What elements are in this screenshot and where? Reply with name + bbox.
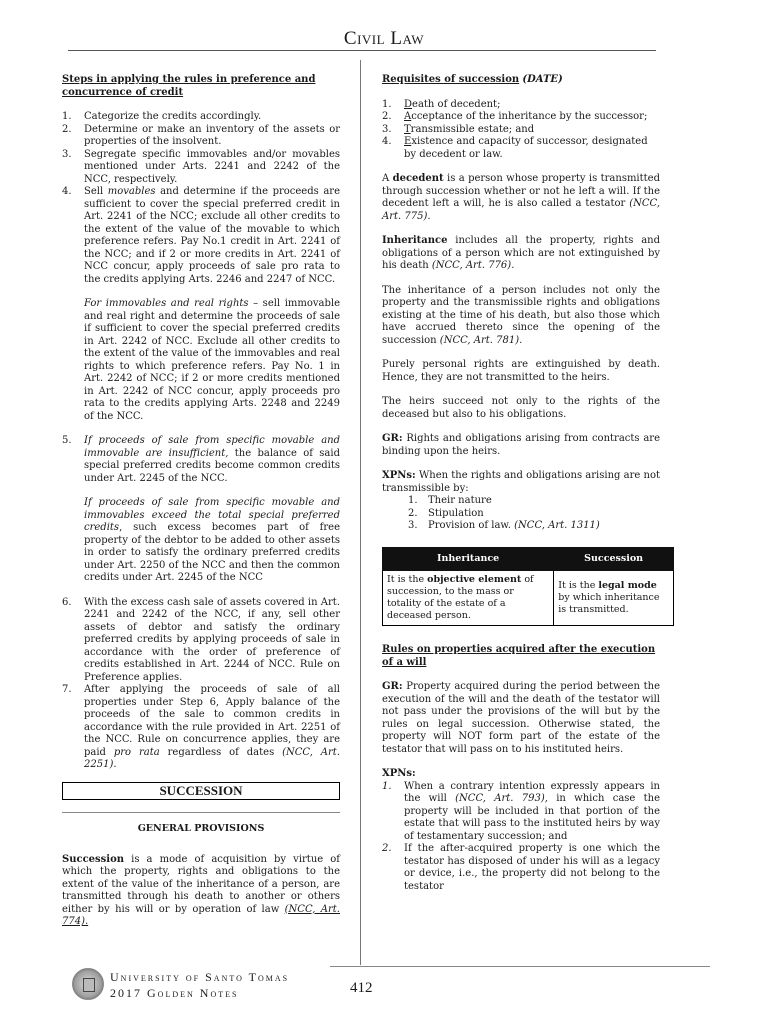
list-item bbox=[62, 186, 340, 423]
subsection-title: GENERAL PROVISIONS bbox=[137, 823, 265, 834]
heading-emphasis: (DATE) bbox=[522, 74, 563, 85]
list-number: 1. bbox=[382, 780, 392, 792]
list-item bbox=[382, 111, 660, 124]
list-number: 5. bbox=[62, 435, 72, 446]
list-number: 1. bbox=[62, 111, 72, 122]
text: of succession, to the mass or totality of the estate of a deceased person. bbox=[387, 574, 534, 621]
list-item bbox=[382, 843, 660, 893]
list-item bbox=[62, 111, 340, 124]
exceptions-list bbox=[382, 495, 660, 533]
acronym-letter: D bbox=[404, 98, 413, 110]
list-item bbox=[382, 781, 660, 844]
exceptions2-label: XPNs: bbox=[382, 768, 416, 779]
decedent-paragraph bbox=[382, 173, 660, 223]
page-number: 412 bbox=[350, 980, 373, 996]
item-text: Provision of law. bbox=[428, 520, 515, 531]
item-text: Stipulation bbox=[428, 507, 484, 519]
list-number: 1. bbox=[408, 495, 418, 506]
text: It is the bbox=[387, 574, 428, 585]
steps-list bbox=[62, 111, 340, 772]
term: Succession bbox=[62, 853, 125, 865]
item-text: in which case the property will be included in that portion of the estate that will pass to the instituted heirs by way of testamentary succession; and bbox=[404, 793, 661, 842]
footer-rule bbox=[330, 966, 710, 967]
sub-text: – sell immovable and real right and determine the proceeds of sale if sufficient to cover the special preferred credits in Art. 2242 of NCC. Exclude all other credits to the extent of the value of the immovables and real rights to which preference refers. Pay No. 1 in Art. 2242 of NCC; if 2 or more credits mentioned in Art. 2242 of NCC concur, apply proceeds pro rata to the credits applying Arts. 2248 and 2249 of the NCC. bbox=[84, 298, 341, 422]
item-text: eath of decedent; bbox=[412, 98, 501, 110]
item-text: xistence and capacity of successor, designated by decedent or law. bbox=[404, 136, 648, 160]
sub-emphasis: If proceeds of sale from specific movable and immovables exceed the total special preferred credits bbox=[84, 497, 340, 533]
list-item bbox=[408, 495, 660, 508]
list-item bbox=[62, 149, 340, 187]
item-text: When a contrary intention expressly appears in the will bbox=[404, 780, 660, 804]
emphasis: objective element bbox=[427, 574, 522, 585]
table-row bbox=[383, 571, 674, 626]
list-number: 4. bbox=[62, 186, 72, 197]
list-number: 2. bbox=[62, 123, 72, 135]
label: GR: bbox=[382, 681, 403, 692]
step-text: Categorize the credits accordingly. bbox=[84, 111, 262, 122]
list-number: 3. bbox=[408, 520, 418, 531]
comparison-table bbox=[382, 547, 674, 627]
university-seal-icon bbox=[72, 968, 104, 1000]
step-text: After applying the proceeds of sale of all properties under Step 6, Apply balance of the proceeds of the sale to common credits in accordance with the rule provided in Art. 2251 of the NCC. Rule on concurrence applies, they are paid bbox=[84, 684, 340, 758]
text: Rights and obligations arising from contracts are binding upon the heirs. bbox=[382, 433, 660, 457]
item-text: cceptance of the inheritance by the successor; bbox=[411, 111, 648, 122]
term: decedent bbox=[392, 173, 444, 184]
list-number: 6. bbox=[62, 596, 72, 608]
text: Property acquired during the period between the execution of the will and the death of the testator will not pass under the provisions of the will but by the rules on legal succession. Otherwise stated, the property will NOT form part of the estate of the testator that will pass on to his instituted heirs. bbox=[382, 681, 660, 755]
list-item bbox=[408, 520, 660, 533]
list-item bbox=[62, 597, 340, 685]
sub-text: , such excess becomes part of free property of the debtor to be added to other assets in order to satisfy the ordinary preferred credits under Art. 2250 of the NCC and then the common credits under Art. 2245 of the NCC bbox=[84, 522, 340, 583]
section-rule bbox=[62, 812, 340, 813]
text: by which inheritance is transmitted. bbox=[558, 592, 660, 615]
succession-definition bbox=[62, 854, 340, 929]
step-text-pre: Sell bbox=[84, 186, 108, 197]
list-number: 2. bbox=[382, 111, 392, 122]
list-item bbox=[382, 136, 660, 161]
step-text: Segregate specific immovables and/or movables mentioned under Arts. 2241 and 2242 of the NCC, respectively. bbox=[84, 148, 340, 185]
requisites-heading bbox=[382, 74, 660, 87]
acronym-letter: E bbox=[404, 136, 412, 147]
personal-rights-paragraph: Purely personal rights are extinguished by death. Hence, they are not transmitted to the heirs. bbox=[382, 359, 660, 383]
spacer bbox=[62, 423, 340, 435]
list-item bbox=[62, 435, 340, 585]
list-number: 1. bbox=[382, 98, 392, 110]
right-column bbox=[382, 74, 660, 893]
page-title: Civil Law bbox=[343, 28, 425, 49]
step-text: regardless of dates bbox=[159, 746, 283, 758]
emphasis: legal mode bbox=[598, 580, 657, 591]
step-emphasis: pro rata bbox=[113, 746, 160, 758]
section-title-box: SUCCESSION bbox=[62, 782, 340, 801]
list-item bbox=[408, 508, 660, 521]
list-item bbox=[382, 99, 660, 112]
table-cell-succession bbox=[554, 571, 674, 626]
citation: (NCC, Art. 2251). bbox=[84, 746, 341, 770]
general-rule-paragraph bbox=[382, 433, 660, 458]
footer-university: University of Santo Tomas bbox=[110, 970, 290, 984]
column-divider bbox=[360, 60, 361, 965]
heading-text: Requisites of succession bbox=[382, 74, 520, 85]
left-column bbox=[62, 74, 340, 941]
step-text: the balance of said special preferred credits become common credits under Art. 2245 of the NCC. bbox=[84, 447, 340, 484]
label: GR: bbox=[382, 433, 403, 444]
item-text: ransmissible estate; and bbox=[410, 123, 535, 135]
sub-emphasis: For immovables and real rights bbox=[84, 298, 249, 309]
step-sub-paragraph bbox=[84, 298, 340, 423]
citation: (NCC, Art. 1311) bbox=[514, 520, 600, 531]
after-acquired-rule bbox=[382, 681, 660, 756]
step-sub-paragraph bbox=[84, 497, 340, 585]
step-emphasis: If proceeds of sale from specific movable and immovable are insufficient, bbox=[84, 435, 340, 459]
table-header-succession: Succession bbox=[554, 547, 674, 571]
text: The inheritance of a person includes not only the property and the transmissible rights and obligations existing at the time of his death, but also those which have accrued thereto since the opening of the succession bbox=[382, 284, 660, 346]
item-text: If the after-acquired property is one which the testator has disposed of under his will as a legacy or device, i.e., the property did not belong to the testator bbox=[404, 843, 660, 892]
step-text: Determine or make an inventory of the assets or properties of the insolvent. bbox=[84, 123, 340, 147]
rules-heading: Rules on properties acquired after the execution of a will bbox=[382, 644, 656, 668]
list-number: 3. bbox=[382, 123, 392, 135]
list-item bbox=[62, 124, 340, 149]
spacer bbox=[62, 585, 340, 597]
footer-edition: 2017 Golden Notes bbox=[110, 986, 239, 1000]
inheritance-paragraph bbox=[382, 235, 660, 273]
text: includes all the property, rights and obligations of a person which are not extinguished by his death bbox=[382, 235, 660, 271]
list-number: 2. bbox=[408, 507, 418, 519]
citation: (NCC, Art. 793), bbox=[455, 793, 548, 804]
label: XPNs: bbox=[382, 470, 416, 481]
citation: (NCC, Art. 775). bbox=[382, 198, 660, 222]
text: is a person whose property is transmitted through succession whether or not he left a will. If the decedent left a will, he is also called a testator bbox=[382, 173, 660, 209]
list-item bbox=[62, 684, 340, 772]
steps-heading: Steps in applying the rules in preference and concurrence of credit bbox=[62, 74, 316, 98]
list-number: 3. bbox=[62, 148, 72, 160]
exceptions-intro bbox=[382, 470, 660, 495]
definition-text: is a mode of acquisition by virtue of which the property, rights and obligations to the extent of the value of the inheritance of a person, are transmitted through his death to another or others either by his will or by operation of law bbox=[62, 853, 340, 915]
acronym-letter: A bbox=[404, 111, 412, 122]
text: When the rights and obligations arising are not transmissible by: bbox=[382, 470, 660, 494]
requisites-list bbox=[382, 99, 660, 162]
step-emphasis: movables bbox=[107, 186, 156, 197]
table-cell-inheritance bbox=[383, 571, 554, 626]
text: It is the bbox=[558, 580, 599, 591]
list-item bbox=[382, 124, 660, 137]
acronym-letter: T bbox=[404, 123, 411, 135]
exceptions2-list bbox=[382, 781, 660, 894]
table-header-inheritance: Inheritance bbox=[383, 547, 554, 571]
list-number: 7. bbox=[62, 684, 72, 695]
list-number: 2. bbox=[382, 843, 392, 854]
text: A bbox=[382, 173, 393, 184]
heirs-paragraph: The heirs succeed not only to the rights of the deceased but also to his obligations. bbox=[382, 396, 660, 420]
title-rule bbox=[68, 50, 656, 51]
citation: (NCC, Art. 781). bbox=[439, 334, 523, 346]
step-text: and determine if the proceeds are sufficient to cover the special preferred credit in Art. 2241 of the NCC; exclude all other credits to the extent of the value of the movable to which preference refers. Pay No.1 credit in Art. 2241 of the NCC; and if 2 or more credits in Art. 2241 of NCC concur, apply proceeds of sale pro rata to the credits applying Arts. 2246 and 2247 of NCC. bbox=[84, 186, 340, 285]
table-header-row bbox=[383, 547, 674, 571]
step-text: With the excess cash sale of assets covered in Art. 2241 and 2242 of the NCC, if any, sell other assets of debtor and satisfy the ordinary preferred credits by applying proceeds of sale in accordance with the order of preference of credits established in Art. 2244 of NCC. Rule on Preference applies. bbox=[84, 596, 340, 683]
citation: (NCC, Art. 774). bbox=[62, 903, 340, 927]
term: Inheritance bbox=[382, 235, 448, 246]
footer-branding bbox=[110, 969, 289, 1001]
item-text: Their nature bbox=[428, 495, 492, 506]
list-number: 4. bbox=[382, 136, 392, 147]
citation: (NCC, Art. 776). bbox=[431, 260, 515, 271]
inheritance-scope-paragraph bbox=[382, 285, 660, 348]
